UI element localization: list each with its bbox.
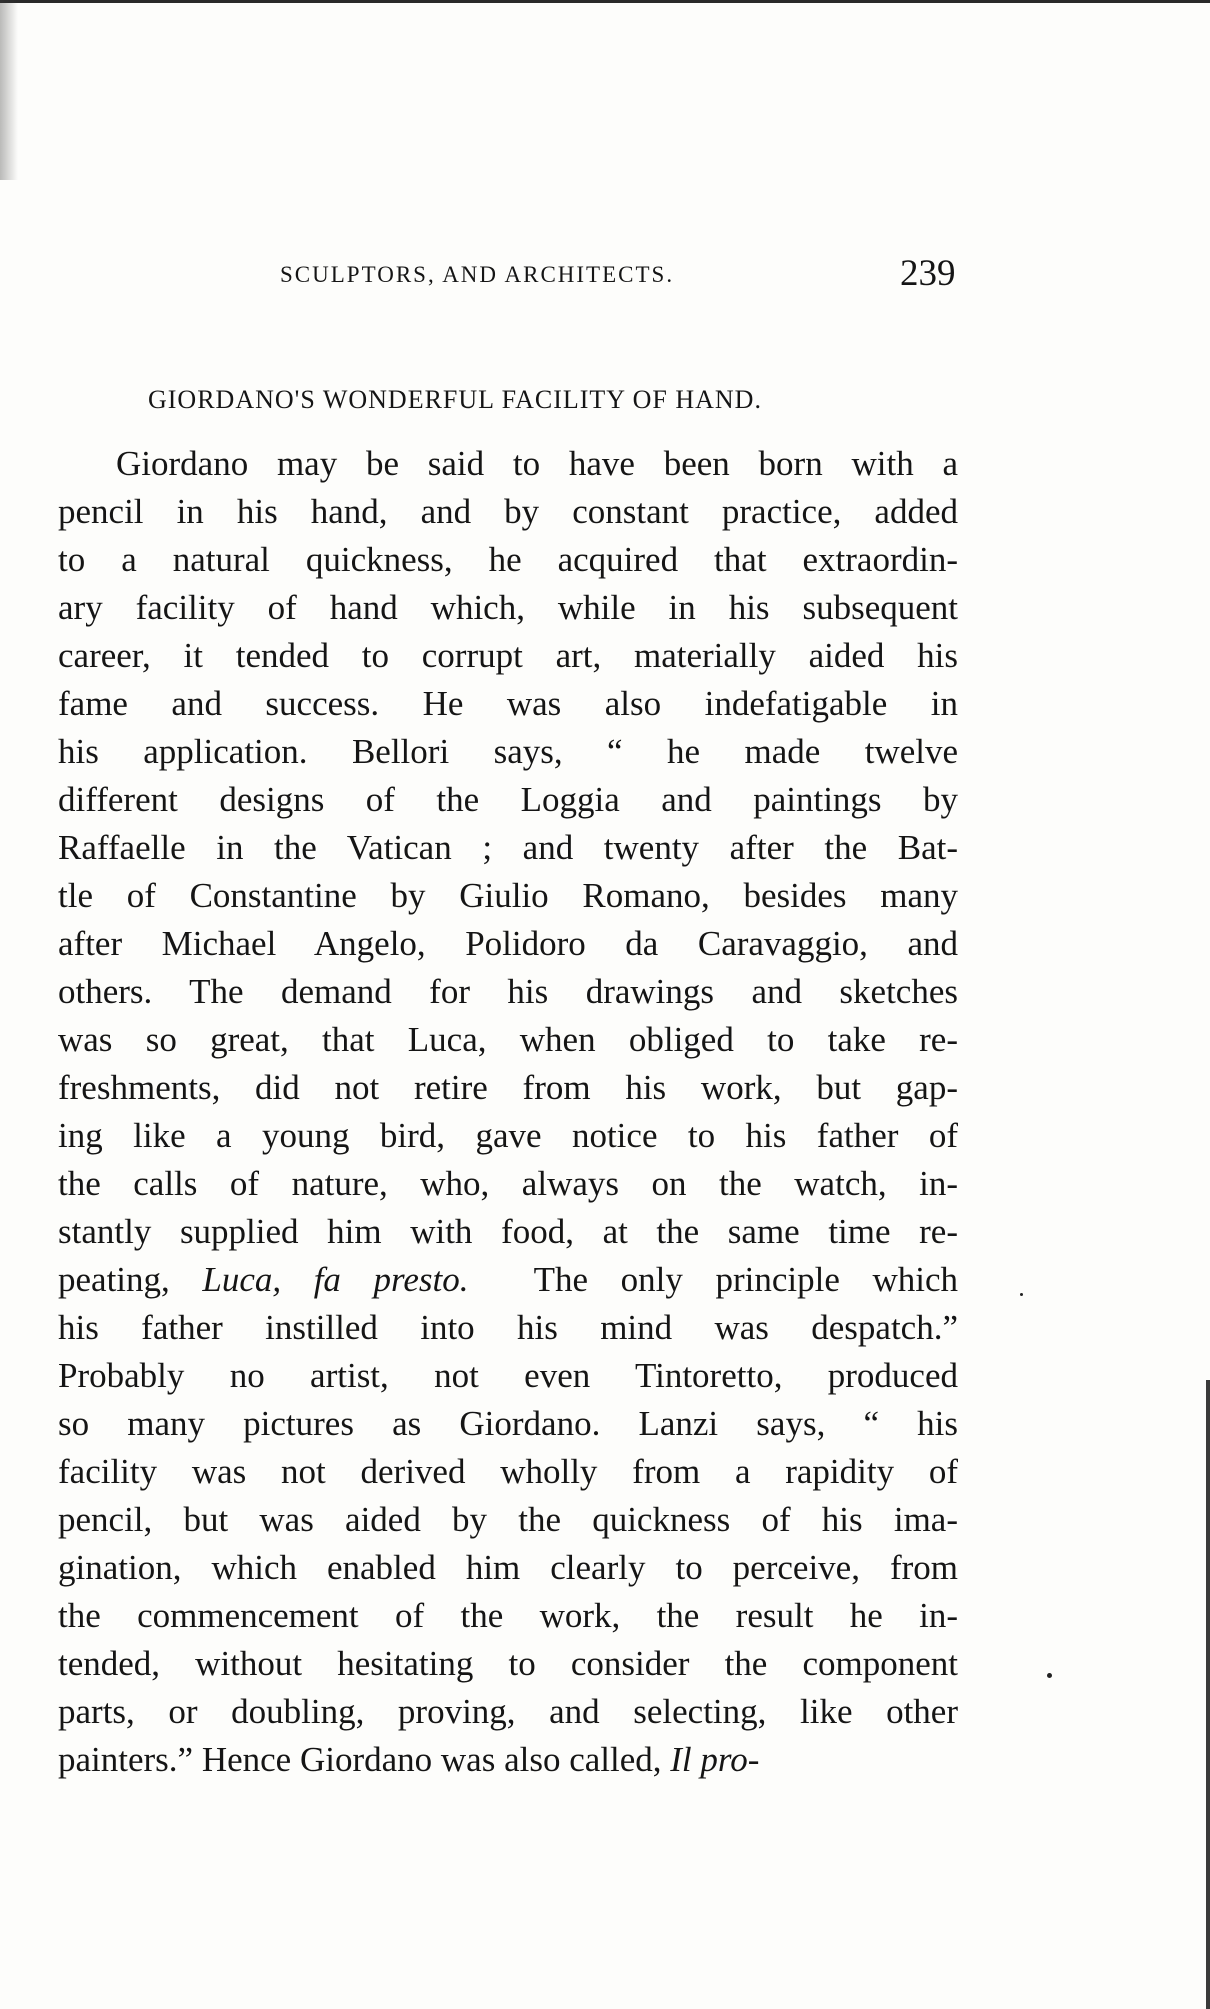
- text-line: was so great, that Luca, when obliged to take re-: [58, 1020, 958, 1059]
- ink-speck: [1047, 1673, 1052, 1678]
- text-line: Probably no artist, not even Tintoretto, produced: [58, 1356, 958, 1395]
- text-segment: [468, 1260, 533, 1299]
- text-line: ing like a young bird, gave notice to his father of: [58, 1116, 958, 1155]
- text-line: Giordano may be said to have been born with a: [116, 444, 958, 483]
- text-line: his application. Bellori says, “ he made twelve: [58, 732, 958, 771]
- text-line: pencil, but was aided by the quickness of his ima-: [58, 1500, 958, 1539]
- text-line: others. The demand for his drawings and sketches: [58, 972, 958, 1011]
- top-edge-shadow: [0, 0, 1210, 3]
- page-edge-speckle: [0, 0, 18, 180]
- text-segment: The only principle which: [533, 1260, 958, 1299]
- body-paragraph: [58, 440, 958, 1784]
- text-line-with-italic: [58, 1256, 958, 1304]
- italic-fragment: Il pro-: [670, 1740, 760, 1779]
- text-line: to a natural quickness, he acquired that extraordin-: [58, 540, 958, 579]
- text-line: tended, without hesitating to consider the component: [58, 1644, 958, 1683]
- text-line: stantly supplied him with food, at the same time re-: [58, 1212, 958, 1251]
- text-line: fame and success. He was also indefatigable in: [58, 684, 958, 723]
- text-line-last: [58, 1736, 958, 1784]
- text-line: freshments, did not retire from his work, but gap-: [58, 1068, 958, 1107]
- text-line: Raffaelle in the Vatican ; and twenty after the Bat-: [58, 828, 958, 867]
- text-line: gination, which enabled him clearly to perceive, from: [58, 1548, 958, 1587]
- text-line: the commencement of the work, the result he in-: [58, 1596, 958, 1635]
- text-line: different designs of the Loggia and paintings by: [58, 780, 958, 819]
- italic-phrase: Luca, fa presto.: [202, 1260, 469, 1299]
- running-head: SCULPTORS, AND ARCHITECTS.: [280, 262, 675, 287]
- text-line: career, it tended to corrupt art, materially aided his: [58, 636, 958, 675]
- text-line: pencil in his hand, and by constant practice, added: [58, 492, 958, 531]
- text-line: after Michael Angelo, Polidoro da Caravaggio, and: [58, 924, 958, 963]
- text-line: parts, or doubling, proving, and selecting, like other: [58, 1692, 958, 1731]
- text-line: his father instilled into his mind was despatch.”: [58, 1308, 958, 1347]
- ink-speck: [1020, 1293, 1023, 1296]
- text-line: so many pictures as Giordano. Lanzi says, “ his: [58, 1404, 958, 1443]
- page-number: 239: [900, 253, 956, 294]
- text-line: tle of Constantine by Giulio Romano, besides many: [58, 876, 958, 915]
- right-edge-shadow: [1206, 1380, 1210, 2009]
- section-heading: GIORDANO'S WONDERFUL FACILITY OF HAND.: [148, 385, 762, 414]
- text-segment: painters.” Hence Giordano was also called,: [58, 1740, 671, 1779]
- text-line: facility was not derived wholly from a rapidity of: [58, 1452, 958, 1491]
- text-segment: peating,: [58, 1260, 203, 1299]
- text-line: ary facility of hand which, while in his subsequent: [58, 588, 958, 627]
- text-line: the calls of nature, who, always on the watch, in-: [58, 1164, 958, 1203]
